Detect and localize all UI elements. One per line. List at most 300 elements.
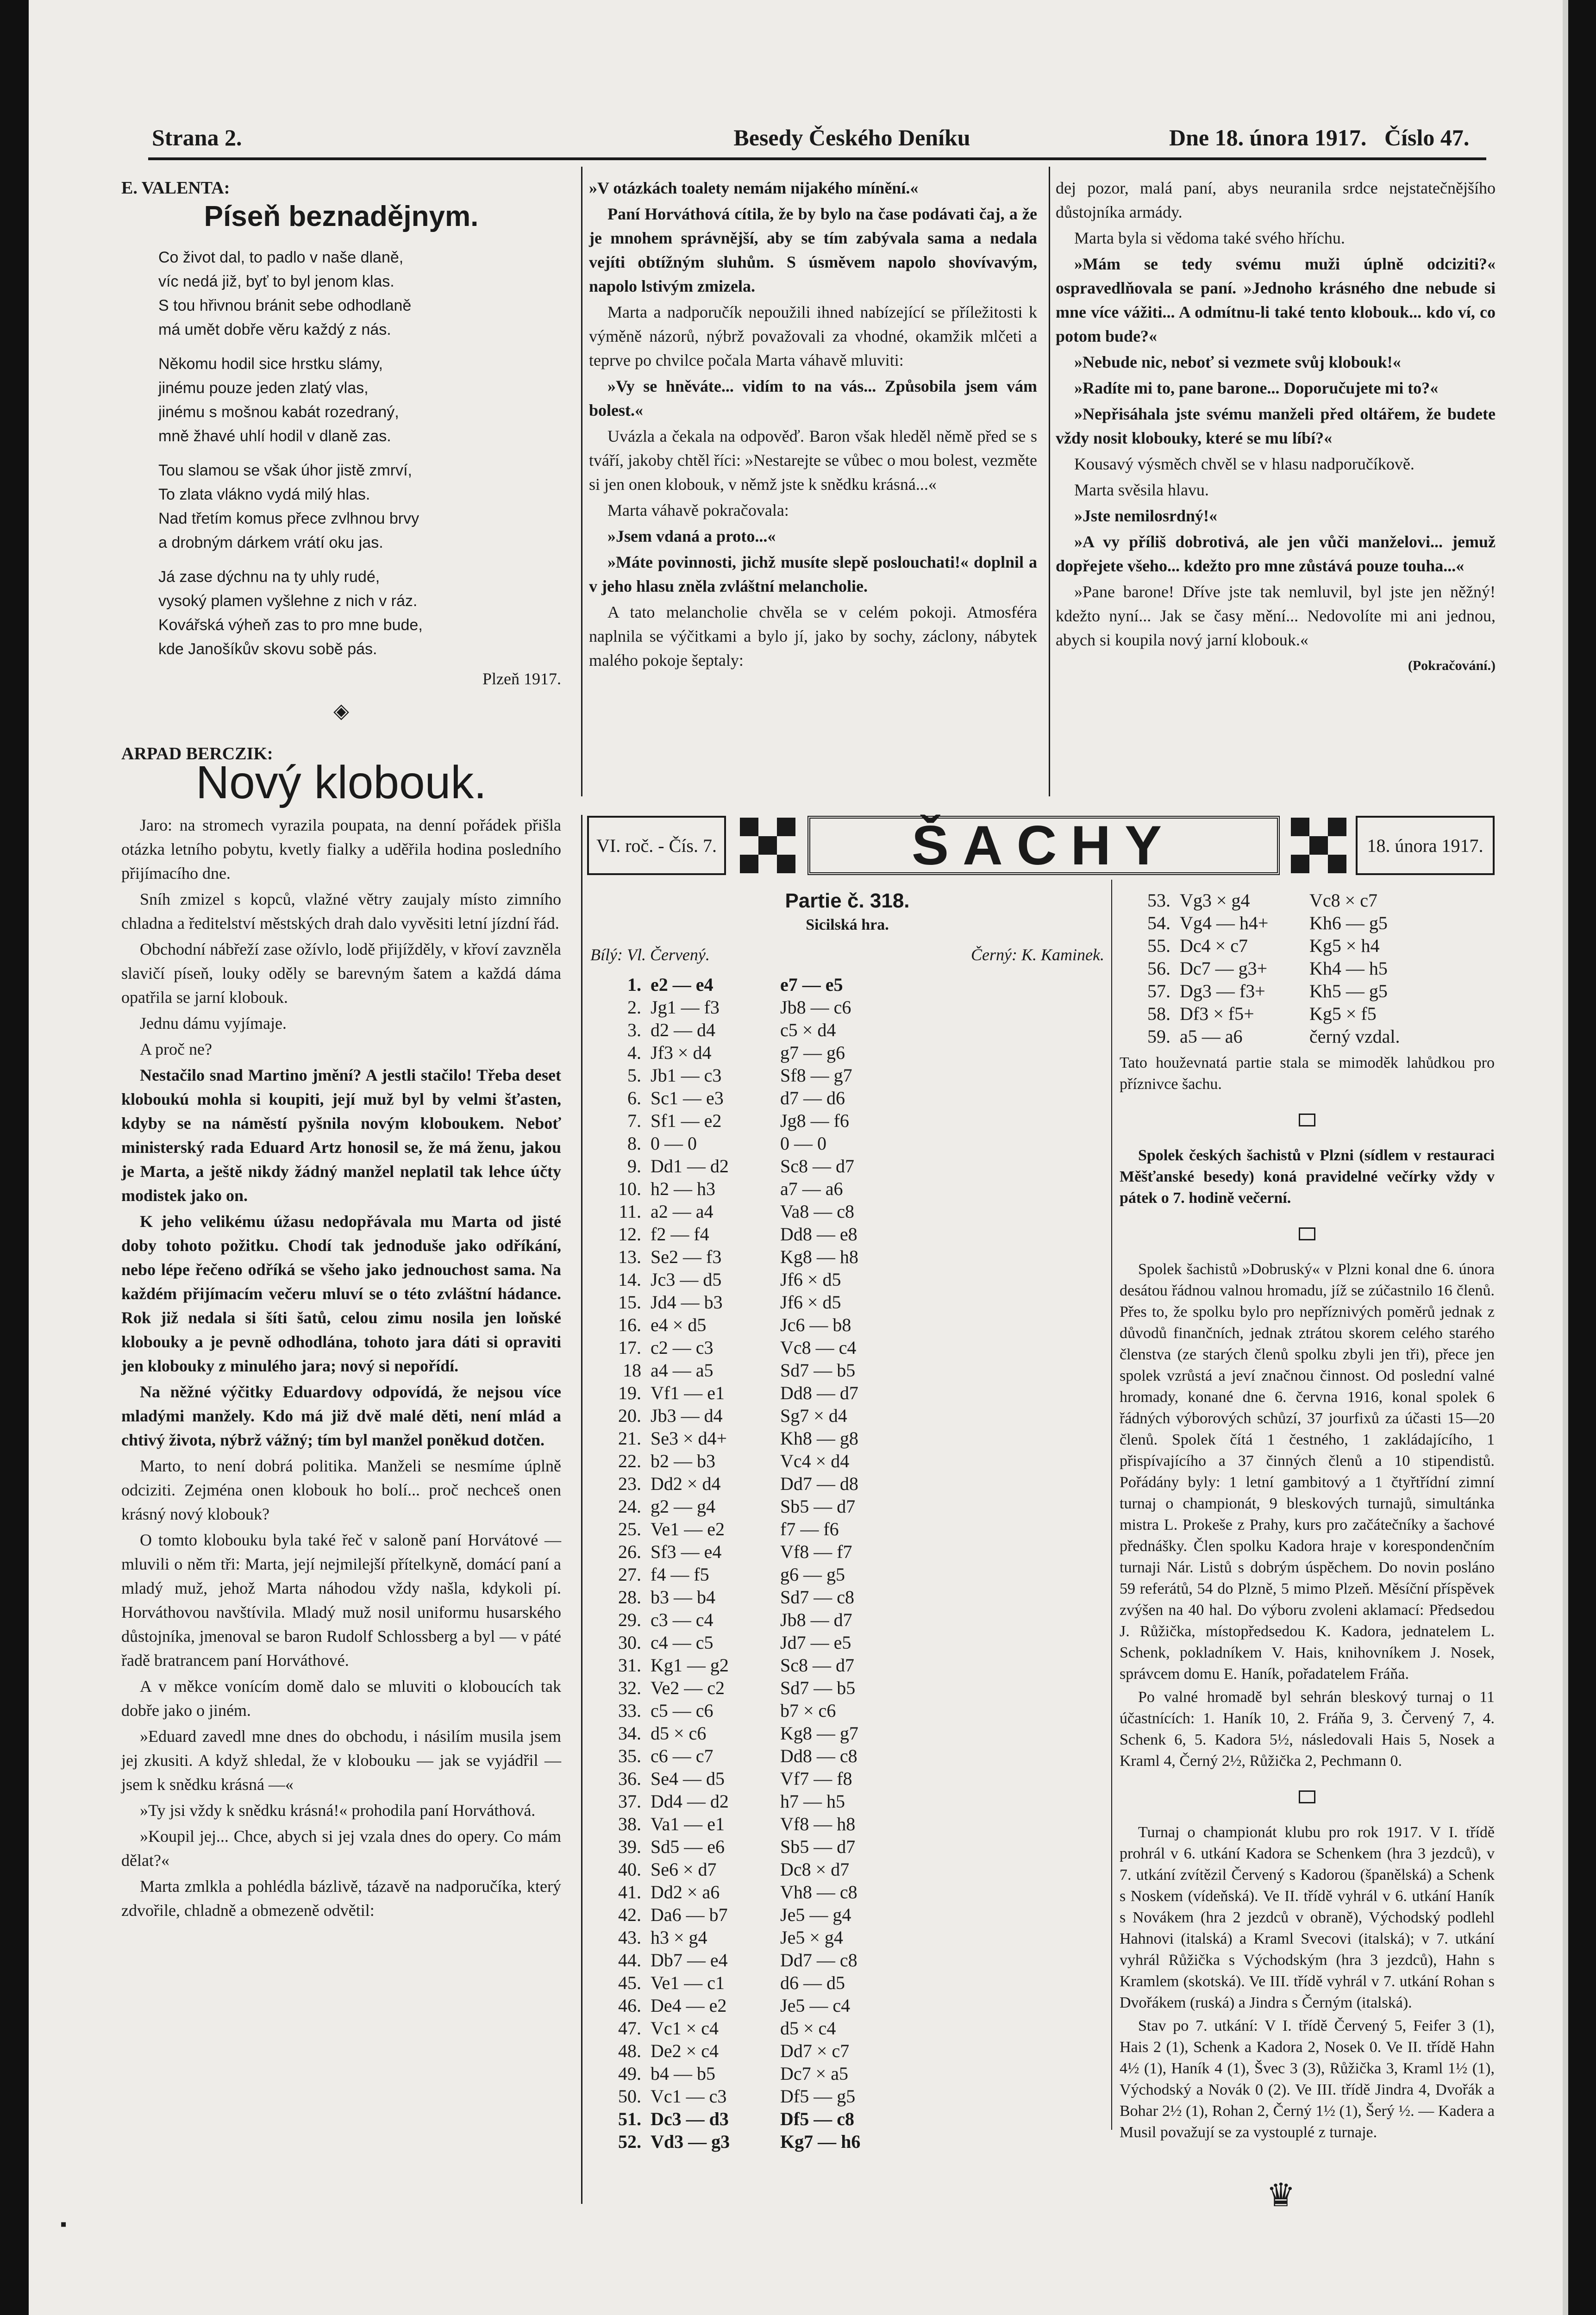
story-paragraph: Jednu dámu vyjímaje. <box>140 1014 287 1032</box>
move-row <box>590 973 1104 996</box>
move-row <box>590 1087 1104 1109</box>
move-row <box>590 1949 1104 1971</box>
black-move: Vc8 — c4 <box>780 1337 857 1358</box>
move-row <box>590 1835 1104 1858</box>
story-paragraph: »Koupil jej... Chce, abych si jej vzala dnes do opery. Co mám dělat?« <box>121 1827 561 1870</box>
white-player: Bílý: Vl. Červený. <box>590 945 710 964</box>
move-number: 56. <box>1147 958 1170 979</box>
move-row <box>590 1245 1104 1268</box>
move-row <box>590 1041 1104 1064</box>
move-number: 8. <box>627 1133 641 1154</box>
story-paragraph: Sníh zmizel s kopců, vlažné větry zaujaly místo zimního chladna a ředitelství městských drah dalo vyvěsiti letní jízdní řád. <box>121 890 561 932</box>
black-move: d6 — d5 <box>780 1972 845 1993</box>
chessboard-icon <box>1291 818 1346 873</box>
black-move: Vf8 — f7 <box>780 1541 852 1562</box>
poem-line: S tou hřivnou bránit sebe odhodlaně <box>158 297 412 314</box>
black-move: g7 — g6 <box>780 1042 845 1063</box>
black-move: Kg8 — h8 <box>780 1246 858 1267</box>
white-move: De2 × c4 <box>651 2040 719 2061</box>
move-number: 26. <box>618 1541 641 1562</box>
poem-stanza <box>158 458 561 555</box>
move-row <box>590 1858 1104 1881</box>
white-move: Ve1 — e2 <box>651 1519 725 1539</box>
story-paragraph: A proč ne? <box>140 1040 212 1058</box>
white-move: Dc3 — d3 <box>651 2109 729 2129</box>
white-move: Sf3 — e4 <box>651 1541 722 1562</box>
move-row <box>590 1563 1104 1586</box>
move-row <box>590 1631 1104 1654</box>
black-player: Černý: K. Kaminek. <box>971 945 1104 964</box>
club-note: Spolek českých šachistů v Plzni (sídlem v restauraci Měšťanské besedy) koná pravidelné večírky vždy v pátek o 7. hodině večerní. <box>1120 1147 1495 1207</box>
column-rule-1 <box>581 167 582 796</box>
move-number: 58. <box>1147 1003 1170 1024</box>
move-number: 32. <box>618 1677 641 1698</box>
move-number: 47. <box>618 2018 641 2039</box>
move-number: 45. <box>618 1972 641 1993</box>
move-number: 46. <box>618 1995 641 2016</box>
black-move: g6 — g5 <box>780 1564 845 1585</box>
move-number: 40. <box>618 1859 641 1880</box>
move-row <box>590 2040 1104 2062</box>
white-move: Vd3 — g3 <box>651 2131 730 2152</box>
move-number: 28. <box>618 1587 641 1608</box>
story-paragraph: A v měkce vonícím domě dalo se mluviti o kloboucích tak dobře jako o jiném. <box>121 1677 561 1720</box>
black-move: Df5 — c8 <box>780 2109 854 2129</box>
black-move: Jf6 × d5 <box>780 1269 841 1290</box>
move-row <box>590 1268 1104 1291</box>
story-paragraph: Nestačilo snad Martino jmění? A jestli stačilo! Třeba deset kloboukú mohla si koupiti, její muž byl by velmi šťasten, kdyby se na náměstí pyšnila novým kloboukem. Neboť ministerský rada Eduard Artz honosil se, že má ženu, jakou je Marta, a ještě nikdy žádný manžel neplatil tak lehce účty modistek jako on. <box>121 1066 561 1205</box>
white-move: Dg3 — f3+ <box>1180 981 1265 1001</box>
move-row <box>590 1223 1104 1245</box>
move-row <box>590 1132 1104 1155</box>
move-number: 36. <box>618 1768 641 1789</box>
black-move: Dd7 × c7 <box>780 2040 850 2061</box>
header-page-number: Strana 2. <box>152 125 242 150</box>
white-move: Vc1 × c4 <box>651 2018 719 2039</box>
story-paragraph: »Ty jsi vždy k snědku krásná!« prohodila paní Horváthová. <box>140 1801 536 1820</box>
poem-line: jinému pouze jeden zlatý vlas, <box>158 379 369 397</box>
black-move: Kg5 × h4 <box>1309 935 1380 956</box>
white-move: Db7 — e4 <box>651 1950 728 1971</box>
black-move: Kh4 — h5 <box>1309 958 1388 979</box>
poem-line: Někomu hodil sice hrstku slámy, <box>158 355 383 373</box>
move-row <box>590 2085 1104 2108</box>
move-number: 21. <box>618 1428 641 1449</box>
move-number: 12. <box>618 1224 641 1245</box>
chess-game <box>590 889 1104 2153</box>
move-row <box>590 1654 1104 1677</box>
move-number: 1. <box>627 974 641 995</box>
story-paragraph: Marta svěsila hlavu. <box>1074 481 1209 499</box>
black-move: e7 — e5 <box>780 974 843 995</box>
poem-line: Kovářská výheň zas to pro mne bude, <box>158 616 423 634</box>
white-move: a2 — a4 <box>651 1201 714 1222</box>
move-row <box>1120 889 1495 912</box>
move-row <box>590 1540 1104 1563</box>
move-row <box>590 1495 1104 1518</box>
club-note: Spolek šachistů »Dobruský« v Plzni konal dne 6. února desátou řádnou valnou hromadu, jíž se zúčastnilo 16 členů. Přes to, že spolku bylo pro nepříznivých poměrů jednak z důvodů finančních, jednak ztrátou skorem celého starého členstva (ze starých členů spolku zbyli jen tři), přece jen spolek vzrůstá a jeví značnou činnost. Od poslední valné hromady, konané dne 6. června 1916, konal spolek 6 řádných výborových schůzí, 37 jourfixů za účasti 15—20 členů. Spolek čítá 1 čestného, 1 zakládajícího, 1 přispívajícího a 37 činných členů a 10 stipendistů. Pořádány byly: 1 letní gambitový a 1 čtyřtřídní zimní turnaj o championát, 9 bleskových turnajů, simultánka mistra L. Prokeše z Prahy, kurs pro začátečníky a šachové přednášky. Člen spolku Kadora hraje v korespondenčním turnaji Nár. Listů s dobrým úspěchem. Do novin posláno 59 referátů, 54 do Plzně, 5 mimo Plzeň. Měsíční příspěvek zvýšen na 40 hal. Do výboru zvoleni aklamací: Předsedou J. Růžička, místopředsedou K. Kadora, jednatelem L. Schenk, pokladníkem V. Hais, knihovníkem J. Nosek, správcem domu E. Haník, pořadatelem Fráňa. <box>1120 1261 1495 1683</box>
black-move: Dd8 — e8 <box>780 1224 857 1245</box>
move-row <box>1120 980 1495 1002</box>
story-paragraph: Marta váhavě pokračovala: <box>607 501 789 519</box>
move-row <box>590 1518 1104 1540</box>
move-row <box>590 1382 1104 1404</box>
move-row <box>590 1586 1104 1608</box>
move-number: 42. <box>618 1904 641 1925</box>
white-move: Ve1 — c1 <box>651 1972 725 1993</box>
story-paragraph: Obchodní nábřeží zase ožívlo, lodě přijížděly, v křoví zavzněla slavičí píseň, louky oděly se barevným šatem a každá dáma opatřila se jarní klobouk. <box>121 940 561 1007</box>
black-move: Jb8 — c6 <box>780 997 851 1018</box>
white-move: d5 × c6 <box>651 1723 707 1744</box>
move-number: 53. <box>1147 890 1170 911</box>
black-move: Dc8 × d7 <box>780 1859 850 1880</box>
black-move: Dd7 — d8 <box>780 1473 858 1494</box>
black-move: Vc4 × d4 <box>780 1451 850 1471</box>
move-row <box>590 1109 1104 1132</box>
move-row <box>590 1903 1104 1926</box>
story-paragraph: »Pane barone! Dříve jste tak nemluvil, byl jste jen něžný! kdežto nyní... Jak se časy mění... Nedovolíte mi ani jednou, abych si koupila nový jarní klobouk.« <box>1056 582 1496 649</box>
move-number: 27. <box>618 1564 641 1585</box>
black-move: Sd7 — b5 <box>780 1360 856 1381</box>
white-move: Vg4 — h4+ <box>1180 913 1269 933</box>
game-opening: Sicilská hra. <box>806 916 889 933</box>
column-1 <box>121 176 561 1924</box>
move-number: 50. <box>618 2086 641 2107</box>
move-row <box>590 1994 1104 2017</box>
move-number: 34. <box>618 1723 641 1744</box>
black-move: Va8 — c8 <box>780 1201 854 1222</box>
white-move: h2 — h3 <box>651 1178 715 1199</box>
move-row <box>590 1291 1104 1314</box>
white-move: Sd5 — e6 <box>651 1836 725 1857</box>
scan-mark: ▪ <box>60 2214 67 2234</box>
black-move: Jf6 × d5 <box>780 1292 841 1313</box>
poem-line: a drobným dárkem vrátí oku jas. <box>158 534 383 551</box>
game-title: Partie č. 318. <box>785 889 910 912</box>
move-number: 29. <box>618 1609 641 1630</box>
poem-line: To zlata vlákno vydá milý hlas. <box>158 486 370 503</box>
move-number: 43. <box>618 1927 641 1948</box>
white-move: e4 × d5 <box>651 1314 707 1335</box>
white-move: c6 — c7 <box>651 1746 714 1766</box>
players <box>590 943 1104 967</box>
move-row <box>590 2062 1104 2085</box>
move-number: 19. <box>618 1383 641 1403</box>
club-note: Turnaj o championát klubu pro rok 1917. V I. třídě prohrál v 6. utkání Kadora se Schenkem (hra 3 jezdců), v 7. utkání zvítězil Červený s Kadorou (španělská) a Schenk s Noskem (vídeňská). Ve II. třídě vyhrál v 6. utkání Haník s Novákem (hra 2 jezdců v obraně), Východský podlehl Hahnovi (italská) a Kraml Svecovi (italská); v 7. utkání vyhrál Růžička s Východským (hra 3 jezdců), Hahn s Kramlem (skotská). Ve III. třídě vyhrál v 7. utkání Rohan s Dvořákem (ruská) a Jindra s Černým (italská). <box>1120 1824 1495 2011</box>
white-move: Dd4 — d2 <box>651 1791 729 1812</box>
black-move: Kh6 — g5 <box>1309 913 1388 933</box>
move-number: 25. <box>618 1519 641 1539</box>
header-title: Besedy Českého Deníku <box>733 125 970 150</box>
white-move: Da6 — b7 <box>651 1904 728 1925</box>
move-row <box>590 1450 1104 1472</box>
story-paragraph: »Nepřisáhala jste svému manželi před oltářem, že budete vždy nosit klobouky, které se mu líbí?« <box>1056 405 1496 447</box>
chess-heading: ŠACHY <box>807 816 1280 875</box>
move-number: 16. <box>618 1314 641 1335</box>
white-move: c5 — c6 <box>651 1700 714 1721</box>
scan-edge-left <box>0 0 29 2315</box>
story-paragraph: K jeho velikému úžasu nedopřávala mu Marta od jisté doby tohoto požitku. Chodí tak jednoduše jako odříkání, nebo lépe řečeno odříká se všeho jako jednouchost sama. Na každém přijímacím večeru mluví se o této zvláštní hádance. Rok již nedala si šíti šatů, celou zimu nosila jen loňské klobouky a je pevně odhodlána, tohoto jara dáti si opraviti jen klobouky z minulého jara; nový si nepořídí. <box>121 1212 561 1375</box>
white-move: a4 — a5 <box>651 1360 714 1381</box>
white-move: Jb1 — c3 <box>651 1065 722 1086</box>
move-row <box>590 1155 1104 1177</box>
white-move: Dc7 — g3+ <box>1180 958 1268 979</box>
game-note: Tato houževnatá partie stala se mimoděk lahůdkou pro příznivce šachu. <box>1120 1054 1495 1093</box>
black-move: c5 × d4 <box>780 1020 836 1040</box>
story-paragraph: »Radíte mi to, pane barone... Doporučujete mi to?« <box>1074 379 1439 397</box>
chess-section-header <box>587 816 1513 876</box>
move-list-continued <box>1120 889 1495 1048</box>
move-row <box>590 1200 1104 1223</box>
white-move: f2 — f4 <box>651 1224 709 1245</box>
story-paragraph: Jaro: na stromech vyrazila poupata, na denní pořádek přišla otázka letního pobytu, kvetly fialky a uděřila hodina posledního přijímacího dne. <box>121 816 561 882</box>
white-move: Jb3 — d4 <box>651 1405 723 1426</box>
black-move: d5 × c4 <box>780 2018 836 2039</box>
poem-line: jinému s mošnou kabát rozedraný, <box>158 403 399 421</box>
black-move: Sc8 — d7 <box>780 1156 854 1176</box>
header-date: Dne 18. února 1917. <box>1169 125 1367 150</box>
black-move: Vc8 × c7 <box>1309 890 1377 911</box>
poem-stanza <box>158 352 561 448</box>
white-move: De4 — e2 <box>651 1995 727 2016</box>
move-number: 17. <box>618 1337 641 1358</box>
poem-line: vysoký plamen vyšlehne z nich v ráz. <box>158 592 418 610</box>
white-move: b2 — b3 <box>651 1451 715 1471</box>
poem-stanza <box>158 245 561 342</box>
move-number: 39. <box>618 1836 641 1857</box>
separator <box>1299 1790 1315 1803</box>
move-row <box>1120 957 1495 980</box>
move-number: 4. <box>627 1042 641 1063</box>
black-move: Jg8 — f6 <box>780 1110 849 1131</box>
move-number: 22. <box>618 1451 641 1471</box>
scan-edge-right-inner <box>1563 0 1568 2315</box>
poem-title: Píseň beznadějnym. <box>204 200 479 232</box>
move-row <box>590 1790 1104 1813</box>
white-move: b3 — b4 <box>651 1587 715 1608</box>
white-move: Vc1 — c3 <box>651 2086 727 2107</box>
black-move: Sd7 — b5 <box>780 1677 856 1698</box>
white-move: Ve2 — c2 <box>651 1677 725 1698</box>
move-row <box>590 1404 1104 1427</box>
scan-edge-right <box>1568 0 1596 2315</box>
move-number: 5. <box>627 1065 641 1086</box>
poem-line: Tou slamou se však úhor jistě zmrví, <box>158 462 412 479</box>
story-paragraph: Na něžné výčitky Eduardovy odpovídá, že nejsou více mladými manžely. Kdo má již dvě malé děti, není mlád a chtivý života, nýbrž vážný; tím byl manžel poněkud dotčen. <box>121 1383 561 1449</box>
move-number: 7. <box>627 1110 641 1131</box>
move-number: 10. <box>618 1178 641 1199</box>
column-3 <box>1056 176 1496 678</box>
poem-line: mně žhavé uhlí hodil v dlaně zas. <box>158 427 391 445</box>
poem-line: má umět dobře věru každý z nás. <box>158 321 391 338</box>
black-move: 0 — 0 <box>780 1133 826 1154</box>
white-move: f4 — f5 <box>651 1564 709 1585</box>
white-move: Df3 × f5+ <box>1180 1003 1254 1024</box>
white-move: Sc1 — e3 <box>651 1088 724 1108</box>
move-number: 55. <box>1147 935 1170 956</box>
move-row <box>590 1813 1104 1835</box>
story-paragraph: dej pozor, malá paní, abys neuranila srdce nejstatečnějšího důstojníka armády. <box>1056 179 1496 221</box>
move-number: 20. <box>618 1405 641 1426</box>
move-number: 9. <box>627 1156 641 1176</box>
black-move: Je5 — g4 <box>780 1904 851 1925</box>
move-number: 6. <box>627 1088 641 1108</box>
move-row <box>590 996 1104 1019</box>
poem-place: Plzeň 1917. <box>482 669 561 688</box>
black-move: Sc8 — d7 <box>780 1655 854 1676</box>
black-move: Jd7 — e5 <box>780 1632 851 1653</box>
column-rule-3 <box>581 815 582 2204</box>
black-move: Sb5 — d7 <box>780 1836 856 1857</box>
move-row <box>590 1677 1104 1699</box>
white-move: c4 — c5 <box>651 1632 714 1653</box>
move-row <box>590 1472 1104 1495</box>
white-move: Vg3 × g4 <box>1180 890 1250 911</box>
black-move: Dd8 — d7 <box>780 1383 858 1403</box>
black-move: černý vzdal. <box>1309 1026 1400 1047</box>
black-move: f7 — f6 <box>780 1519 839 1539</box>
move-row <box>1120 1025 1495 1048</box>
move-number: 51. <box>618 2109 641 2129</box>
story-paragraph: »Jsem vdaná a proto...« <box>607 527 776 545</box>
black-move: Vh8 — c8 <box>780 1882 857 1902</box>
move-row <box>590 1881 1104 1903</box>
move-row <box>590 1722 1104 1745</box>
black-move: Je5 × g4 <box>780 1927 843 1948</box>
white-move: Vf1 — e1 <box>651 1383 725 1403</box>
black-move: Sb5 — d7 <box>780 1496 856 1517</box>
move-number: 37. <box>618 1791 641 1812</box>
white-move: Sf1 — e2 <box>651 1110 722 1131</box>
chess-volume: VI. roč. - Čís. 7. <box>587 816 726 875</box>
white-move: c2 — c3 <box>651 1337 714 1358</box>
white-move: Jc3 — d5 <box>651 1269 722 1290</box>
white-move: Dd1 — d2 <box>651 1156 729 1176</box>
white-move: 0 — 0 <box>651 1133 697 1154</box>
white-move: Dd2 × d4 <box>651 1473 721 1494</box>
black-move: Vf7 — f8 <box>780 1768 852 1789</box>
move-row <box>590 1971 1104 1994</box>
story-paragraph: »Vy se hněváte... vidím to na vás... Způsobila jsem vám bolest.« <box>589 377 1037 419</box>
black-move: Kg7 — h6 <box>780 2131 861 2152</box>
black-move: Dd8 — c8 <box>780 1746 857 1766</box>
move-row <box>590 1336 1104 1359</box>
column-rule-2 <box>1049 167 1050 796</box>
story-paragraph: Uvázla a čekala na odpověď. Baron však hleděl němě před se s tváří, jakoby chtěl říci: »Nestarejte se vůbec o mou bolest, vezměte si jen onen klobouk, v němž jste k snědku krásná...« <box>589 427 1037 494</box>
black-move: Jb8 — d7 <box>780 1609 852 1630</box>
black-move: Je5 — c4 <box>780 1995 851 2016</box>
white-move: h3 × g4 <box>651 1927 707 1948</box>
move-number: 14. <box>618 1269 641 1290</box>
move-list <box>590 973 1104 2153</box>
black-move: Kh8 — g8 <box>780 1428 858 1449</box>
story-paragraph: Marta a nadporučík nepoužili ihned nabízející se příležitosti k výměně názorů, nýbrž považovali za vhodné, okamžik mlčeti a teprve po chvilce počala Marta váhavě mluviti: <box>589 303 1037 369</box>
move-number: 15. <box>618 1292 641 1313</box>
story-paragraph: Paní Horváthová cítila, že by bylo na čase podávati čaj, a že je mnohem správnější, aby se tím zabývala sama a nedala vejíti obtížným sluhům. S úsměvem napolo shovívavým, napolo lstivým zmizela. <box>589 205 1037 295</box>
move-number: 24. <box>618 1496 641 1517</box>
story-paragraph: O tomto klobouku byla také řeč v saloně paní Horvátové — mluvili o něm tři: Marta, její nejmilejší přítelkyně, domácí paní a mladý muž, jehož Marta náhodou vždy našla, kdykoli pí. Horváthovou navštívila. Mladý muž nosil uniformu husarského důstojníka, jmenoval se baron Rudolf Schlossberg a byl — v páté řadě bratrancem paní Horváthové. <box>121 1531 561 1670</box>
story-paragraph: »V otázkách toalety nemám nijakého mínění.« <box>589 179 919 197</box>
column-rule-chess <box>1111 880 1112 2130</box>
black-move: Kg8 — g7 <box>780 1723 858 1744</box>
black-move: Sg7 × d4 <box>780 1405 847 1426</box>
white-move: Dc4 × c7 <box>1180 935 1248 956</box>
white-move: Se4 — d5 <box>651 1768 725 1789</box>
move-row <box>590 2108 1104 2130</box>
move-row <box>590 1019 1104 1041</box>
move-number: 2. <box>627 997 641 1018</box>
move-row <box>590 1699 1104 1722</box>
move-number: 38. <box>618 1814 641 1834</box>
separator <box>1299 1227 1315 1240</box>
white-move: Se6 × d7 <box>651 1859 717 1880</box>
story-paragraph: »Eduard zavedl mne dnes do obchodu, i násilím musila jsem jej zkusiti. A když shledal, že v klobouku — jak se vyjádřil — jsem k snědku krásná —« <box>121 1727 561 1794</box>
header-issue: Číslo 47. <box>1384 125 1470 150</box>
poem-line: kde Janošíkův skovu sobě pás. <box>158 640 377 658</box>
story-paragraph: »Mám se tedy svému muži úplně odciziti?« ospravedlňovala se paní. »Jednoho krásného dne nebude si mne více vážiti... A odmítnu-li také tento klobouk... kdo ví, co potom bude?« <box>1056 255 1496 345</box>
black-move: Jc6 — b8 <box>780 1314 851 1335</box>
move-row <box>1120 934 1495 957</box>
white-move: Va1 — e1 <box>651 1814 725 1834</box>
white-move: a5 — a6 <box>1180 1026 1243 1047</box>
black-move: d7 — d6 <box>780 1088 845 1108</box>
story-paragraph: »Nebude nic, neboť si vezmete svůj klobouk!« <box>1074 353 1401 371</box>
move-number: 13. <box>618 1246 641 1267</box>
black-move: h7 — h5 <box>780 1791 845 1812</box>
story-paragraph: Kousavý výsměch chvěl se v hlasu nadporučíkově. <box>1074 455 1414 473</box>
story-paragraph: »Máte povinnosti, jichž musíte slepě poslouchati!« doplnil a v jeho hlasu zněla zvláštní melancholie. <box>589 553 1037 595</box>
move-row <box>590 2017 1104 2040</box>
white-move: c3 — c4 <box>651 1609 714 1630</box>
club-note: Stav po 7. utkání: V I. třídě Červený 5, Feifer 3 (1), Hais 2 (1), Schenk a Kadora 2, Nosek 0. Ve II. třídě Hahn 4½ (1), Haník 4 (1), Švec 3 (3), Růžička 3, Kraml 1½ (1), Východský a Novák 0 (2). Ve III. třídě Jindra 4, Dvořák a Bohar 2½ (1), Rohan 2, Černý 1½ (1), Šerý ½. — Kadera a Musil považují se za vystouplé z turnaje. <box>1120 2017 1495 2141</box>
move-row <box>590 1359 1104 1382</box>
black-move: Dc7 × a5 <box>780 2063 848 2084</box>
continued-note: (Pokračování.) <box>1408 658 1496 673</box>
move-number: 57. <box>1147 981 1170 1001</box>
move-number: 44. <box>618 1950 641 1971</box>
chess-date: 18. února 1917. <box>1356 816 1495 875</box>
story-author: ARPAD BERCZIK: <box>121 744 273 763</box>
story-title: Nový klobouk. <box>195 757 487 808</box>
poem-line: Já zase dýchnu na ty uhly rudé, <box>158 568 380 586</box>
white-move: Se3 × d4+ <box>651 1428 727 1449</box>
story-paragraph: »A vy příliš dobrotivá, ale jen vůči manželovi... jemuž dopřejete všeho... kdežto pro mne zůstává pouze touha...« <box>1056 532 1496 575</box>
white-move: Kg1 — g2 <box>651 1655 729 1676</box>
poem-author: E. VALENTA: <box>121 178 230 198</box>
poem-line: Co život dal, to padlo v naše dlaně, <box>158 249 404 266</box>
ornament-icon: ◈ <box>333 700 349 722</box>
move-row <box>590 1427 1104 1450</box>
black-move: Df5 — g5 <box>780 2086 856 2107</box>
story-paragraph: Marto, to není dobrá politika. Manželi se nesmíme úplně odciziti. Zejména onen klobouk ho bolí... proč nechceš onen krásný nový klobouk? <box>121 1457 561 1523</box>
move-number: 54. <box>1147 913 1170 933</box>
crown-icon: ♛ <box>1266 2178 1296 2214</box>
move-row <box>590 1177 1104 1200</box>
move-number: 49. <box>618 2063 641 2084</box>
white-move: b4 — b5 <box>651 2063 715 2084</box>
move-row <box>1120 1002 1495 1025</box>
move-number: 31. <box>618 1655 641 1676</box>
move-row <box>590 2130 1104 2153</box>
poem-stanza <box>158 565 561 661</box>
move-row <box>590 1926 1104 1949</box>
black-move: b7 × c6 <box>780 1700 836 1721</box>
white-move: Jf3 × d4 <box>651 1042 712 1063</box>
move-number: 48. <box>618 2040 641 2061</box>
move-number: 30. <box>618 1632 641 1653</box>
move-number: 52. <box>618 2131 641 2152</box>
poem-line: Nad třetím komus přece zvlhnou brvy <box>158 510 419 527</box>
